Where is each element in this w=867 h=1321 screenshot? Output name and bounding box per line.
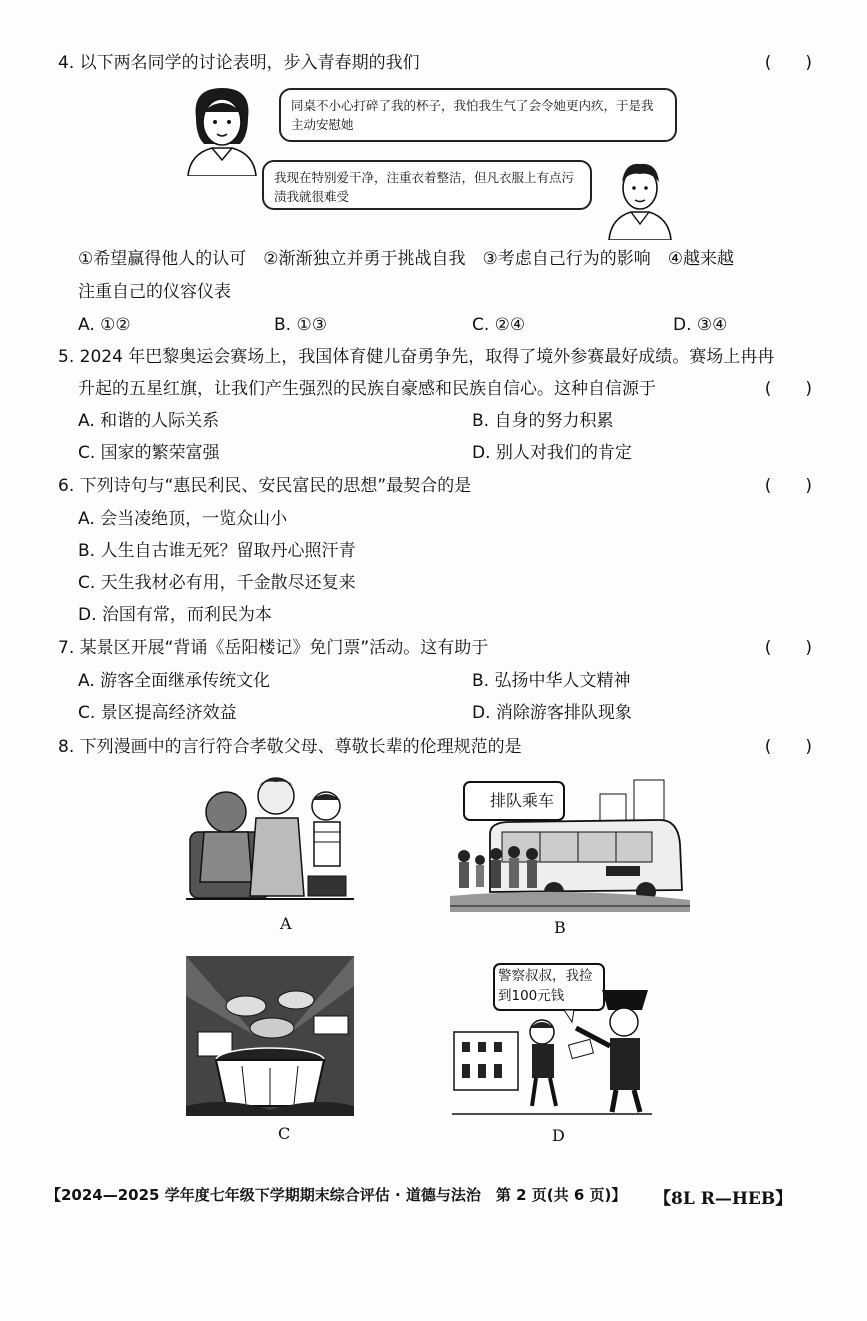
cartoon-b-sign: 排队乘车: [490, 791, 555, 810]
boy-illustration: [605, 158, 675, 240]
question-4-answer-blank: ( ): [764, 53, 812, 73]
question-5-option-d[interactable]: D. 别人对我们的肯定: [472, 443, 632, 463]
cartoon-a-family: [186, 772, 354, 902]
question-4-option-b[interactable]: B. ①③: [274, 315, 327, 335]
question-4-items-line-1: ①希望赢得他人的认可 ②渐渐独立并勇于挑战自我 ③考虑自己行为的影响 ④越来越: [78, 249, 734, 269]
cartoon-d-caption: D: [552, 1126, 565, 1145]
cartoon-c-caption: C: [278, 1124, 291, 1143]
question-7-answer-blank: ( ): [764, 638, 812, 658]
speech-bubble-boy: 我现在特别爱干净，注重衣着整洁，但凡衣服上有点污渍我就很难受: [262, 160, 592, 210]
question-7-option-b[interactable]: B. 弘扬中华人文精神: [472, 671, 631, 691]
question-7-text: 7. 某景区开展“背诵《岳阳楼记》免门票”活动。这有助于: [58, 638, 489, 658]
footer-exam-info: 【2024—2025 学年度七年级下学期期末综合评估 · 道德与法治 第 2 页(共 6 页)】: [46, 1186, 627, 1204]
question-5-option-a[interactable]: A. 和谐的人际关系: [78, 411, 220, 431]
cartoon-c-food-waste: [186, 956, 354, 1116]
question-4-text: 4. 以下两名同学的讨论表明，步入青春期的我们: [58, 53, 420, 73]
footer-code: 【8L R—HEB】: [654, 1189, 793, 1209]
cartoon-b-bus-queue: [450, 774, 690, 912]
question-6-option-c[interactable]: C. 天生我材必有用，千金散尽还复来: [78, 573, 356, 593]
question-7-option-c[interactable]: C. 景区提高经济效益: [78, 703, 237, 723]
question-8-text: 8. 下列漫画中的言行符合孝敬父母、尊敬长辈的伦理规范的是: [58, 737, 522, 757]
question-4-items-line-2: 注重自己的仪容仪表: [78, 282, 231, 302]
question-6-answer-blank: ( ): [764, 476, 812, 496]
question-8-answer-blank: ( ): [764, 737, 812, 757]
cartoon-b-caption: B: [554, 918, 566, 937]
question-5-text-line-2: 升起的五星红旗，让我们产生强烈的民族自豪感和民族自信心。这种自信源于: [78, 379, 656, 399]
cartoon-a-caption: A: [280, 914, 292, 933]
question-5-option-b[interactable]: B. 自身的努力积累: [472, 411, 614, 431]
question-5-answer-blank: ( ): [764, 379, 812, 399]
question-4-option-d[interactable]: D. ③④: [673, 315, 728, 335]
question-4-option-a[interactable]: A. ①②: [78, 315, 131, 335]
question-6-option-d[interactable]: D. 治国有常，而利民为本: [78, 605, 272, 625]
question-6-text: 6. 下列诗句与“惠民利民、安民富民的思想”最契合的是: [58, 476, 472, 496]
question-7-option-a[interactable]: A. 游客全面继承传统文化: [78, 671, 271, 691]
question-4-option-c[interactable]: C. ②④: [472, 315, 526, 335]
question-5-text-line-1: 5. 2024 年巴黎奥运会赛场上，我国体育健儿奋勇争先，取得了境外参赛最好成绩。赛场上冉冉: [58, 347, 775, 367]
girl-illustration: [182, 84, 262, 176]
question-6-option-a[interactable]: A. 会当凌绝顶，一览众山小: [78, 509, 288, 529]
cartoon-d-speech: 警察叔叔，我捡到100元钱: [498, 968, 593, 1004]
question-5-option-c[interactable]: C. 国家的繁荣富强: [78, 443, 220, 463]
question-7-option-d[interactable]: D. 消除游客排队现象: [472, 703, 632, 723]
question-6-option-b[interactable]: B. 人生自古谁无死？留取丹心照汗青: [78, 541, 356, 561]
speech-bubble-girl: 同桌不小心打碎了我的杯子，我怕我生气了会令她更内疚，于是我主动安慰她: [279, 88, 677, 142]
